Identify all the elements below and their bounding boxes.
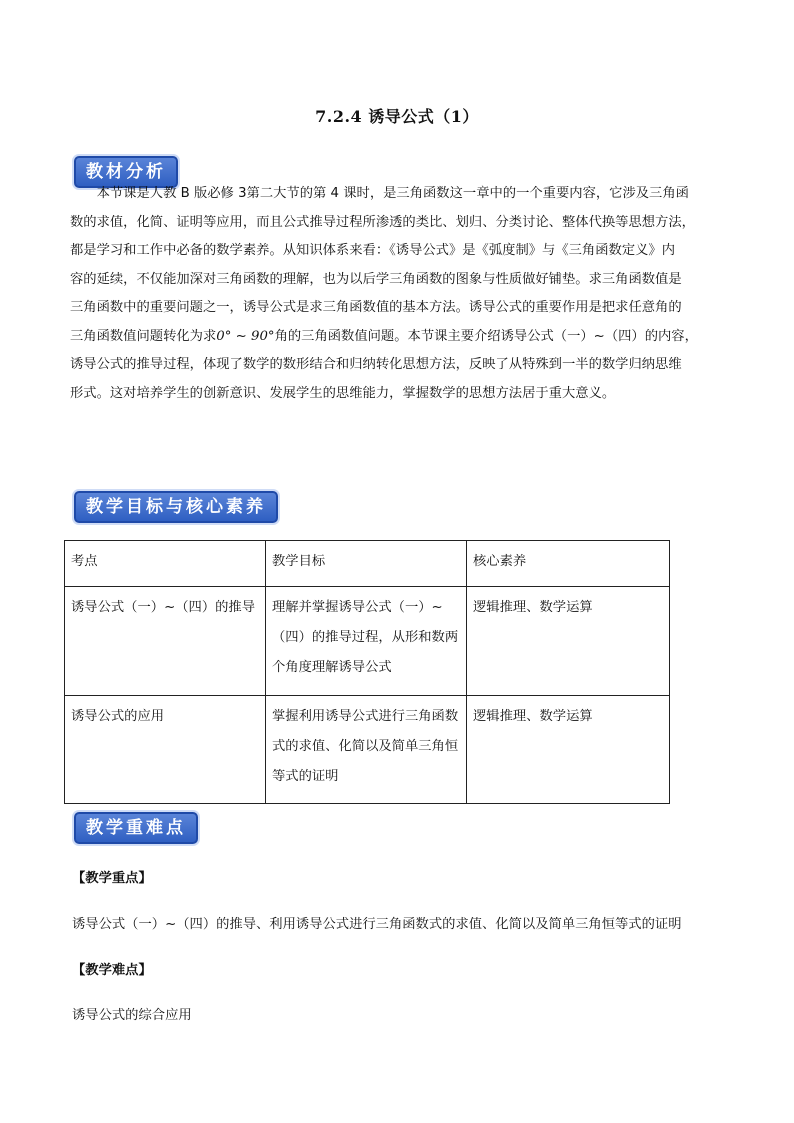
- section-heading-analysis: 教材分析: [74, 156, 178, 188]
- table-row: [65, 587, 670, 696]
- intro-paragraph: [70, 180, 734, 408]
- intro-line: [70, 323, 734, 352]
- section-heading-keypoints: 教学重难点: [74, 812, 198, 844]
- intro-line: 形式。这对培养学生的创新意识、发展学生的思维能力，掌握数学的思想方法居于重大意义。: [70, 385, 616, 401]
- intro-line: 数的求值，化简、证明等应用，而且公式推导过程所渗透的类比、划归、分类讨论、整体代换等思想方法，: [70, 214, 695, 230]
- focus-label: 【教学重点】: [72, 871, 152, 886]
- header-cell: 考点: [65, 541, 266, 587]
- tilde: ~: [231, 328, 251, 344]
- table-cell: 逻辑推理、数学运算: [467, 696, 670, 804]
- difficulty-label: 【教学难点】: [72, 963, 152, 978]
- table-cell: 掌握利用诱导公式进行三角函数式的求值、化简以及简单三角恒等式的证明: [266, 696, 467, 804]
- angle-end: 90°: [250, 328, 275, 344]
- table-row: [65, 696, 670, 804]
- table-cell: 诱导公式的应用: [65, 696, 266, 804]
- table-cell: 理解并掌握诱导公式（一）~（四）的推导过程，从形和数两个角度理解诱导公式: [266, 587, 467, 696]
- difficulty-text: 诱导公式的综合应用: [72, 1008, 192, 1023]
- intro-line: 都是学习和工作中必备的数学素养。从知识体系来看：《诱导公式》是《弧度制》与《三角函数定义》内: [70, 243, 676, 258]
- intro-text: 三角函数值问题转化为求: [70, 328, 217, 344]
- page-title: 7.2.4 诱导公式（1）: [315, 107, 479, 126]
- header-cell: 教学目标: [266, 541, 467, 587]
- goals-table: [64, 540, 670, 804]
- intro-text: 角的三角函数值问题。本节课主要介绍诱导公式（一）~（四）的内容，: [274, 328, 698, 344]
- intro-line: 容的延续，不仅能加深对三角函数的理解，也为以后学三角函数的图象与性质做好铺垫。求三角函数值是: [70, 271, 682, 287]
- table-cell: 逻辑推理、数学运算: [467, 587, 670, 696]
- section-heading-goals: 教学目标与核心素养: [74, 491, 278, 523]
- header-cell: 核心素养: [467, 541, 670, 587]
- intro-line: 诱导公式的推导过程，体现了数学的数形结合和归纳转化思想方法，反映了从特殊到一半的数学归纳思维: [70, 357, 682, 372]
- intro-line: 本节课是人教 B 版必修 3第二大节的第 4 课时，是三角函数这一章中的一个重要内容，它涉及三角函: [96, 186, 689, 201]
- angle-start: 0°: [216, 328, 232, 344]
- table-header-row: [65, 541, 670, 587]
- intro-line: 三角函数中的重要问题之一，诱导公式是求三角函数值的基本方法。诱导公式的重要作用是把求任意角的: [70, 300, 682, 315]
- table-cell: 诱导公式（一）~（四）的推导: [65, 587, 266, 696]
- focus-text: 诱导公式（一）~（四）的推导、利用诱导公式进行三角函数式的求值、化简以及简单三角恒等式的证明: [72, 917, 682, 932]
